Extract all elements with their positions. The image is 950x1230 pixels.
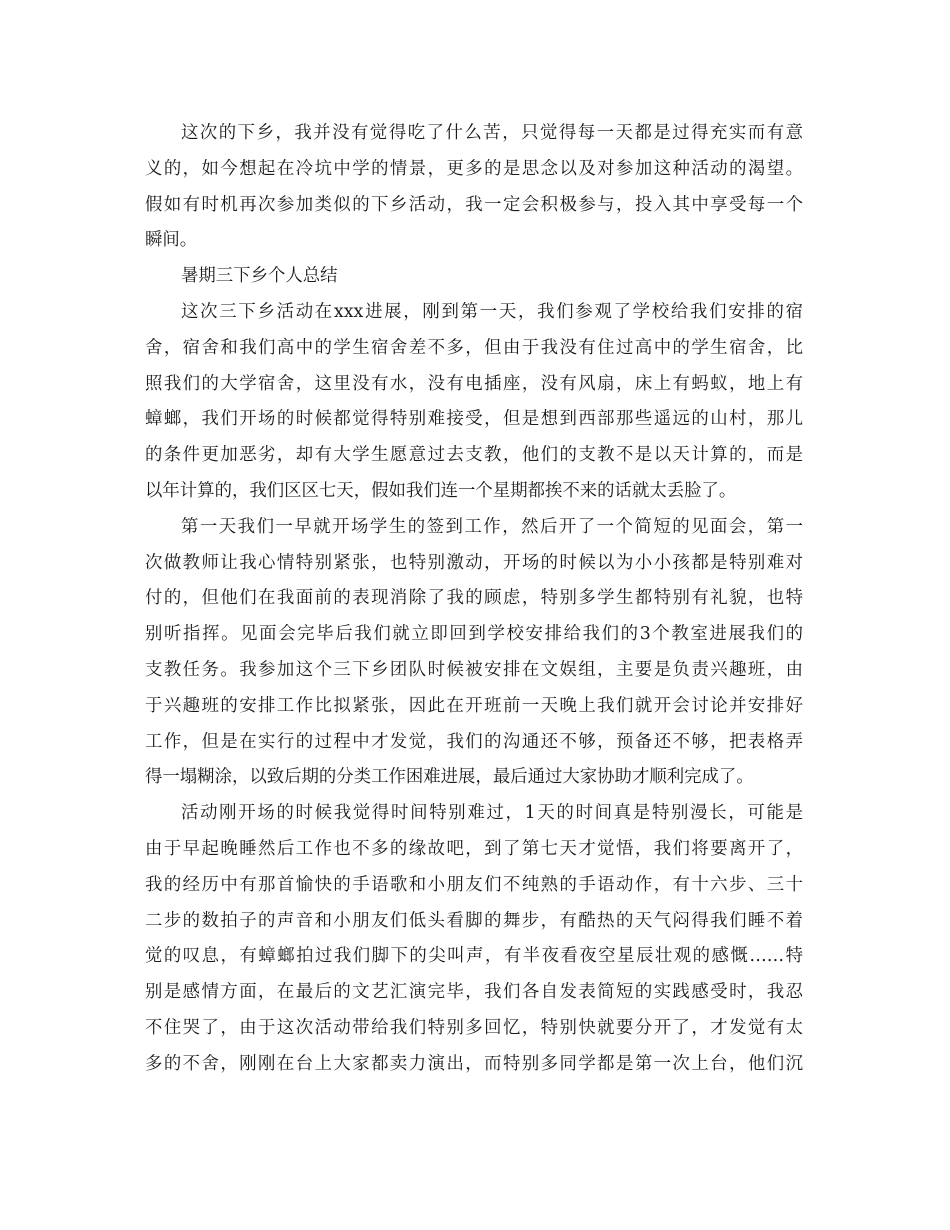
section-heading xyxy=(145,259,803,295)
text-line: 以年计算的，我们区区七天，假如我们连一个星期都挨不来的话就太丢脸了。 xyxy=(145,480,737,501)
text-line: 活动刚开场的时候我觉得时间特别难过，1天的时间真是特别漫长，可能是 xyxy=(181,803,803,824)
text-line: 别是感情方面，在最后的文艺汇演完毕，我们各自发表简短的实践感受时，我忍 xyxy=(145,982,803,1003)
text-line: 义的，如今想起在冷坑中学的情景，更多的是思念以及对参加这种活动的渴望。 xyxy=(145,158,803,179)
text-line: 照我们的大学宿舍，这里没有水，没有电插座，没有风扇，床上有蚂蚁，地上有 xyxy=(145,373,803,394)
text-line: 这次的下乡，我并没有觉得吃了什么苦，只觉得每一天都是过得充实而有意 xyxy=(181,123,803,143)
paragraph-activity-memories xyxy=(145,796,803,1082)
text-line: 瞬间。 xyxy=(145,230,198,251)
text-line: 二步的数拍子的声音和小朋友们低头看脚的舞步，有酷热的天气闷得我们睡不着 xyxy=(145,910,803,931)
text-line: 的条件更加恶劣，却有大学生愿意过去支教，他们的支教不是以天计算的，而是 xyxy=(145,445,803,466)
text-line: 由于早起晚睡然后工作也不多的缘故吧，到了第七天才觉悟，我们将要离开了， xyxy=(145,838,803,859)
paragraph-first-day xyxy=(145,510,803,796)
text-line: 工作，但是在实行的过程中才发觉，我们的沟通还不够，预备还不够，把表格弄 xyxy=(145,731,803,752)
text-line: 支教任务。我参加这个三下乡团队时候被安排在文娱组，主要是负责兴趣班，由 xyxy=(145,659,803,680)
text-line: 我的经历中有那首愉快的手语歌和小朋友们不纯熟的手语动作，有十六步、三十 xyxy=(145,874,803,895)
text-line: 于兴趣班的安排工作比拟紧张，因此在开班前一天晚上我们就开会讨论并安排好 xyxy=(145,695,803,716)
text-line: 舍，宿舍和我们高中的学生宿舍差不多，但由于我没有住过高中的学生宿舍，比 xyxy=(145,337,803,358)
paragraph-closing-reflection xyxy=(145,116,803,259)
text-line: 不住哭了，由于这次活动带给我们特别多回忆，特别快就要分开了，才发觉有太 xyxy=(145,1017,803,1038)
text-line: 多的不舍，刚刚在台上大家都卖力演出，而特别多同学都是第一次上台，他们沉 xyxy=(145,1053,803,1074)
text-line: 别听指挥。见面会完毕后我们就立即回到学校安排给我们的3个教室进展我们的 xyxy=(145,624,803,645)
text-line: 付的，但他们在我面前的表现消除了我的顾虑，特别多学生都特别有礼貌，也特 xyxy=(145,588,803,609)
paragraph-dormitory xyxy=(145,295,803,510)
text-line: 这次三下乡活动在xxx进展，刚到第一天，我们参观了学校给我们安排的宿 xyxy=(181,301,803,322)
text-line: 假如有时机再次参加类似的下乡活动，我一定会积极参与，投入其中享受每一个 xyxy=(145,194,803,215)
text-line: 次做教师让我心情特别紧张，也特别激动，开场的时候以为小小孩都是特别难对 xyxy=(145,552,803,573)
heading-text: 暑期三下乡个人总结 xyxy=(181,266,338,287)
document-body xyxy=(145,116,803,1083)
text-line: 第一天我们一早就开场学生的签到工作，然后开了一个简短的见面会，第一 xyxy=(181,516,803,537)
text-line: 得一塌糊涂，以致后期的分类工作困难进展，最后通过大家协助才顺利完成了。 xyxy=(145,767,754,788)
text-line: 蟑螂，我们开场的时候都觉得特别难接受，但是想到西部那些遥远的山村，那儿 xyxy=(145,409,803,430)
text-line: 觉的叹息，有蟑螂拍过我们脚下的尖叫声，有半夜看夜空星辰壮观的感慨……特 xyxy=(145,946,803,967)
